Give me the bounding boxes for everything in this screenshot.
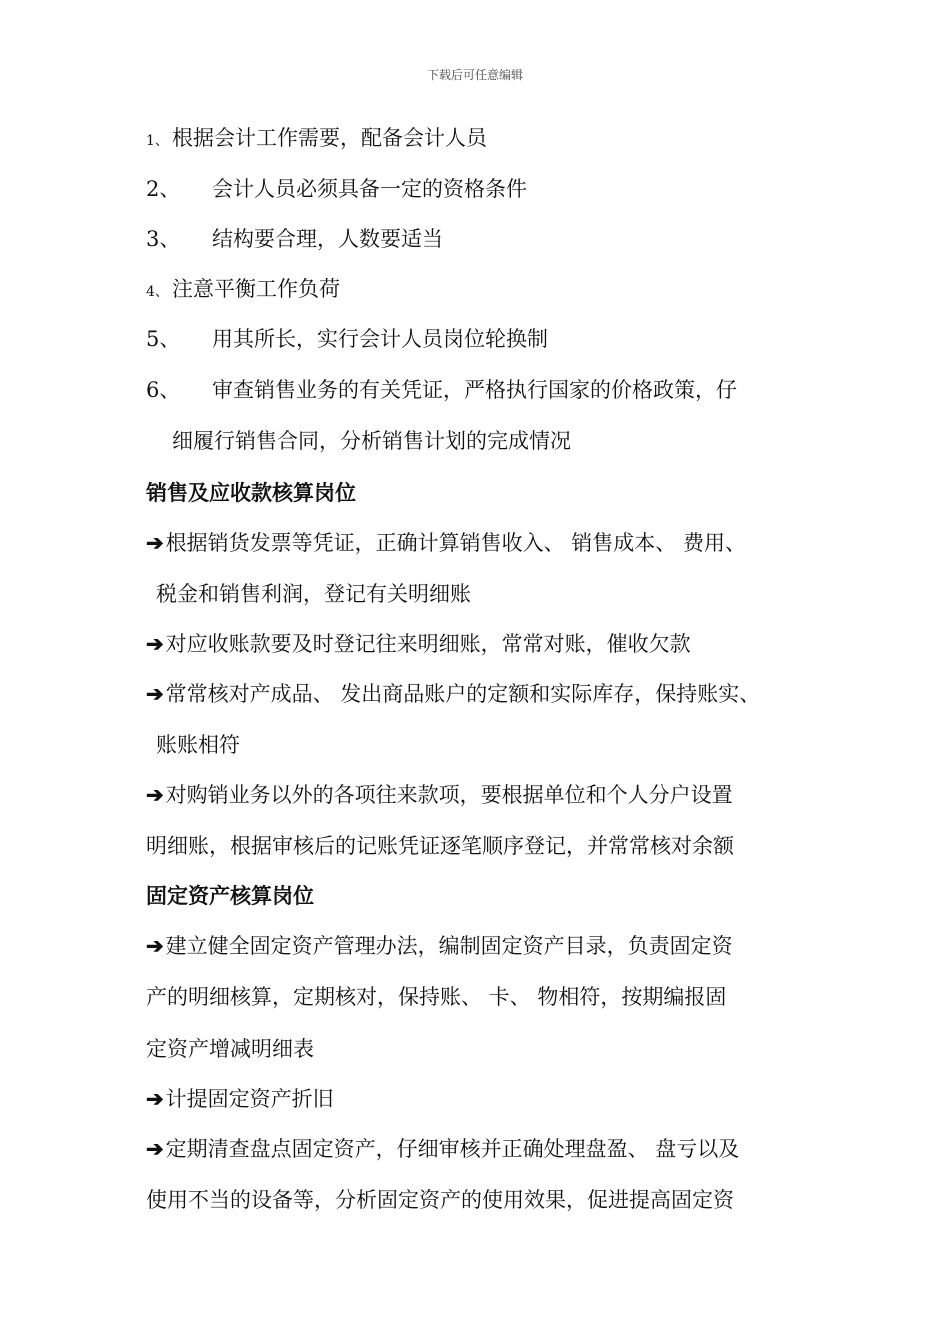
item-number: 3、	[146, 227, 181, 251]
list-item	[146, 273, 340, 303]
item-number: 2、	[146, 177, 181, 201]
item-number: 5、	[146, 327, 181, 351]
arrow-right-icon: ➔	[146, 530, 164, 555]
bullet-item	[146, 628, 691, 658]
item-text: 会计人员必须具备一定的资格条件	[212, 177, 527, 201]
bullet-text-continuation: 账账相符	[156, 733, 240, 757]
item-text-continuation: 细履行销售合同，分析销售计划的完成情况	[172, 429, 571, 453]
item-number: 1、	[146, 133, 169, 149]
item-text: 用其所长，实行会计人员岗位轮换制	[212, 327, 548, 351]
bullet-text-continuation: 定资产增减明细表	[146, 1037, 314, 1061]
bullet-item	[146, 1133, 739, 1163]
item-text: 注意平衡工作负荷	[172, 277, 340, 301]
item-text: 审查销售业务的有关凭证，严格执行国家的价格政策，仔	[212, 378, 737, 402]
bullet-item	[146, 1083, 334, 1113]
list-item	[146, 122, 487, 152]
bullet-item	[146, 779, 733, 809]
section-title: 固定资产核算岗位	[146, 883, 314, 908]
bullet-text: 建立健全固定资产管理办法，编制固定资产目录，负责固定资	[165, 934, 733, 958]
arrow-right-icon: ➔	[146, 782, 164, 807]
bullet-text: 对应收账款要及时登记往来明细账，常常对账，催收欠款	[165, 632, 691, 656]
bullet-text: 根据销货发票等凭证，正确计算销售收入、 销售成本、 费用、	[165, 531, 746, 555]
bullet-text-continuation: 产的明细核算，定期核对，保持账、 卡、 物相符，按期编报固	[146, 985, 727, 1009]
arrow-right-icon: ➔	[146, 933, 164, 958]
item-text: 结构要合理，人数要适当	[212, 227, 443, 251]
list-item	[146, 374, 737, 404]
bullet-text: 计提固定资产折旧	[165, 1087, 334, 1111]
bullet-text-continuation: 税金和销售利润，登记有关明细账	[156, 582, 471, 606]
item-text: 根据会计工作需要，配备会计人员	[172, 126, 487, 150]
list-item	[146, 323, 548, 353]
item-number: 6、	[146, 378, 181, 402]
section-title: 销售及应收款核算岗位	[146, 480, 356, 505]
bullet-item	[146, 527, 746, 557]
arrow-right-icon: ➔	[146, 1086, 164, 1111]
bullet-text: 对购销业务以外的各项往来款项，要根据单位和个人分户设置	[165, 783, 733, 807]
page-header: 下载后可任意编辑	[426, 68, 523, 82]
arrow-right-icon: ➔	[146, 631, 164, 656]
arrow-right-icon: ➔	[146, 1136, 164, 1161]
arrow-right-icon: ➔	[146, 681, 164, 706]
item-number: 4、	[146, 284, 169, 300]
bullet-text-continuation: 明细账，根据审核后的记账凭证逐笔顺序登记，并常常核对余额	[146, 834, 734, 858]
bullet-text: 定期清查盘点固定资产，仔细审核并正确处理盘盈、 盘亏以及	[165, 1137, 740, 1161]
bullet-text-continuation: 使用不当的设备等，分析固定资产的使用效果，促进提高固定资	[146, 1188, 734, 1212]
list-item	[146, 173, 527, 203]
list-item	[146, 223, 443, 253]
bullet-text: 常常核对产成品、 发出商品账户的定额和实际库存，保持账实、	[165, 682, 761, 706]
bullet-item	[146, 678, 760, 708]
bullet-item	[146, 930, 733, 960]
